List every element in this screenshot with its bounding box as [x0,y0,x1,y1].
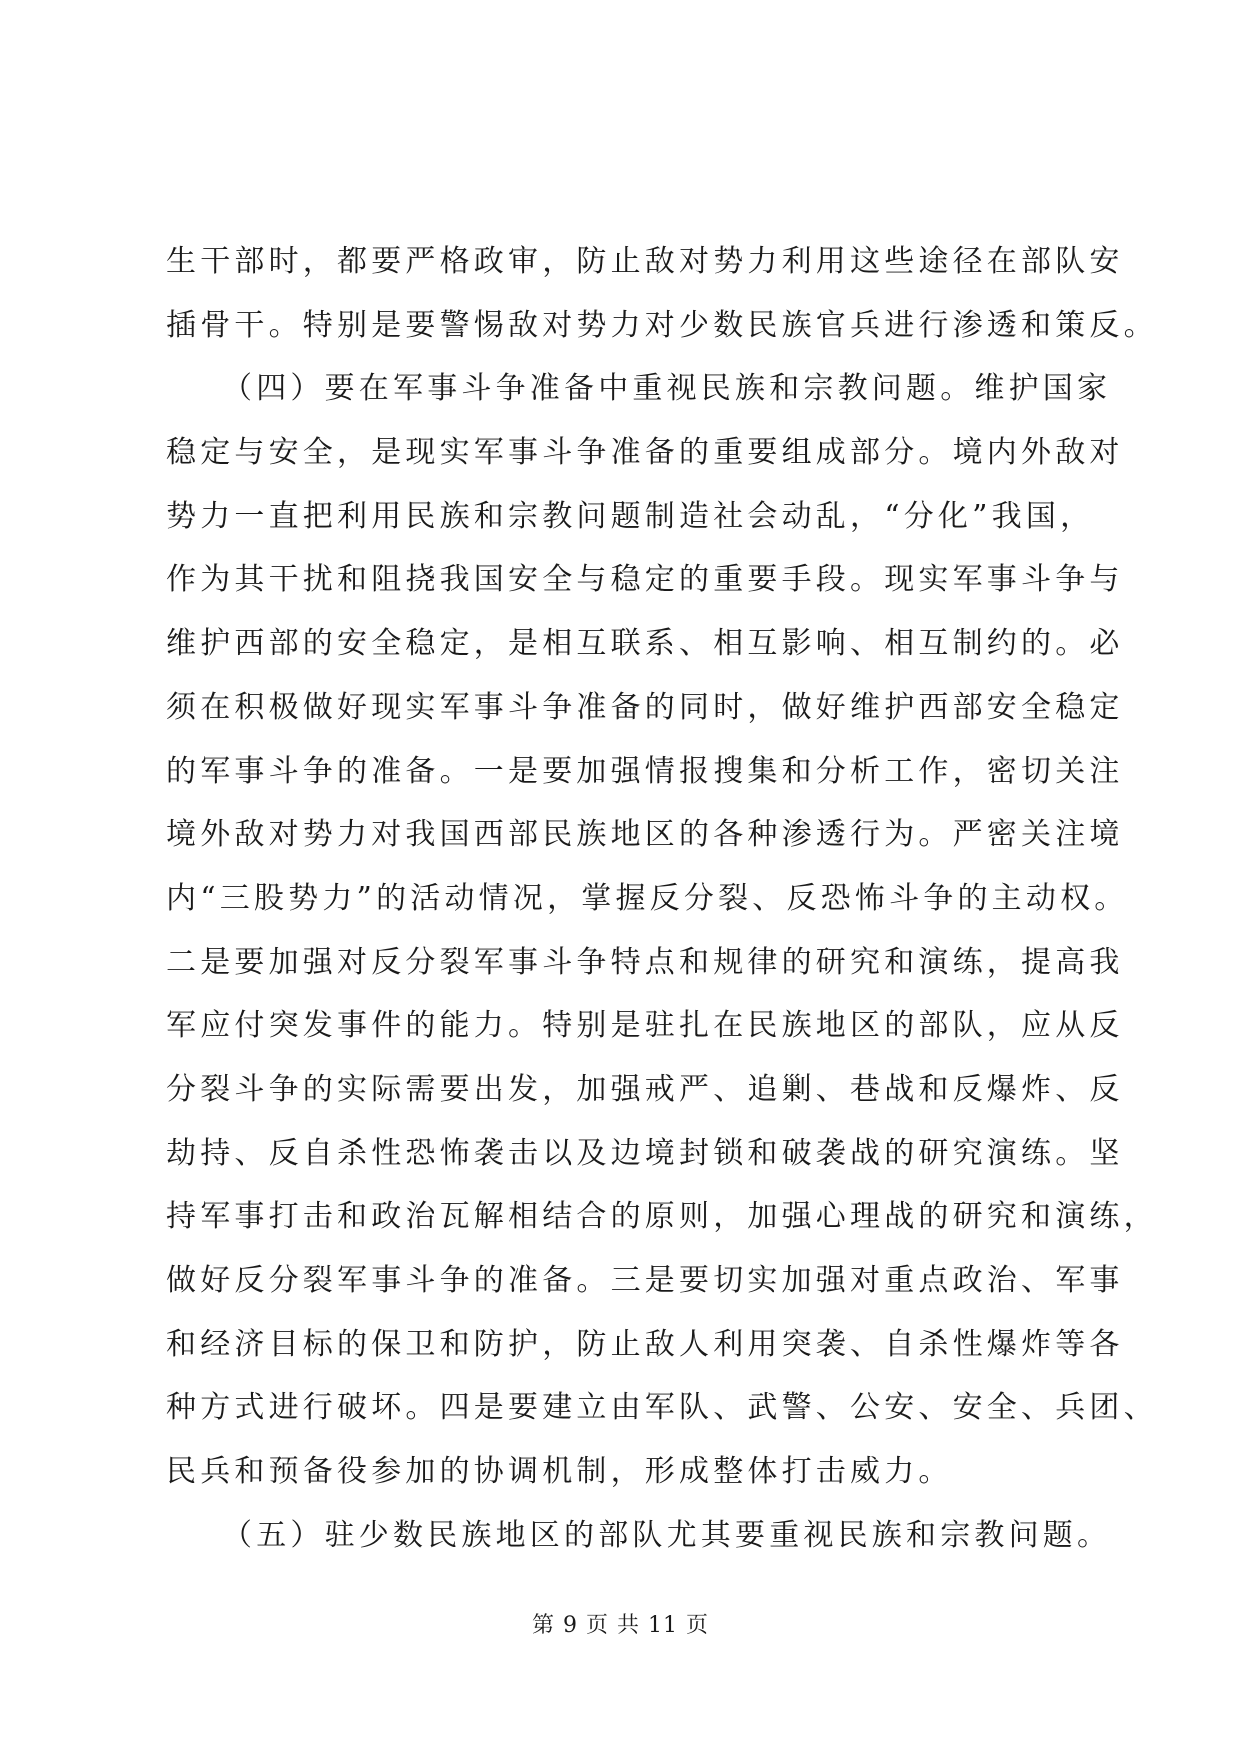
text-line: 军应付突发事件的能力。特别是驻扎在民族地区的部队，应从反 [166,1008,1124,1044]
text-line: 二是要加强对反分裂军事斗争特点和规律的研究和演练，提高我 [166,944,1124,980]
page-footer [0,1608,1241,1639]
page-number-indicator: 第 9 页 共 11 页 [532,1613,709,1638]
text-line: 种方式进行破坏。四是要建立由军队、武警、公安、安全、兵团、 [166,1390,1158,1426]
text-line: 维护西部的安全稳定，是相互联系、相互影响、相互制约的。必 [166,626,1124,662]
text-line: 稳定与安全，是现实军事斗争准备的重要组成部分。境内外敌对 [166,435,1124,471]
text-line: 作为其干扰和阻挠我国安全与稳定的重要手段。现实军事斗争与 [166,562,1124,598]
body-text [166,230,1158,1567]
text-line: 的军事斗争的准备。一是要加强情报搜集和分析工作，密切关注 [166,753,1124,789]
text-line: 须在积极做好现实军事斗争准备的同时，做好维护西部安全稳定 [166,689,1124,725]
text-line: 和经济目标的保卫和防护，防止敌人利用突袭、自杀性爆炸等各 [166,1326,1124,1362]
text-line: 势力一直把利用民族和宗教问题制造社会动乱，“分化”我国， [166,498,1095,534]
text-line: 分裂斗争的实际需要出发，加强戒严、追剿、巷战和反爆炸、反 [166,1071,1124,1107]
text-line: 境外敌对势力对我国西部民族地区的各种渗透行为。严密关注境 [166,817,1124,853]
text-line: 劫持、反自杀性恐怖袭击以及边境封锁和破袭战的研究演练。坚 [166,1135,1124,1171]
text-line: 内“三股势力”的活动情况，掌握反分裂、反恐怖斗争的主动权。 [166,880,1129,916]
text-line: 民兵和预备役参加的协调机制，形成整体打击威力。 [166,1454,953,1490]
text-line: 做好反分裂军事斗争的准备。三是要切实加强对重点政治、军事 [166,1263,1124,1298]
text-line: 生干部时，都要严格政审，防止敌对势力利用这些途径在部队安 [166,244,1124,279]
text-line: 持军事打击和政治瓦解相结合的原则，加强心理战的研究和演练， [166,1199,1158,1235]
text-line: 插骨干。特别是要警惕敌对势力对少数民族官兵进行渗透和策反。 [166,307,1158,343]
section-heading-line: （五）驻少数民族地区的部队尤其要重视民族和宗教问题。 [222,1517,1112,1553]
section-heading-line: （四）要在军事斗争准备中重视民族和宗教问题。维护国家 [222,371,1112,407]
